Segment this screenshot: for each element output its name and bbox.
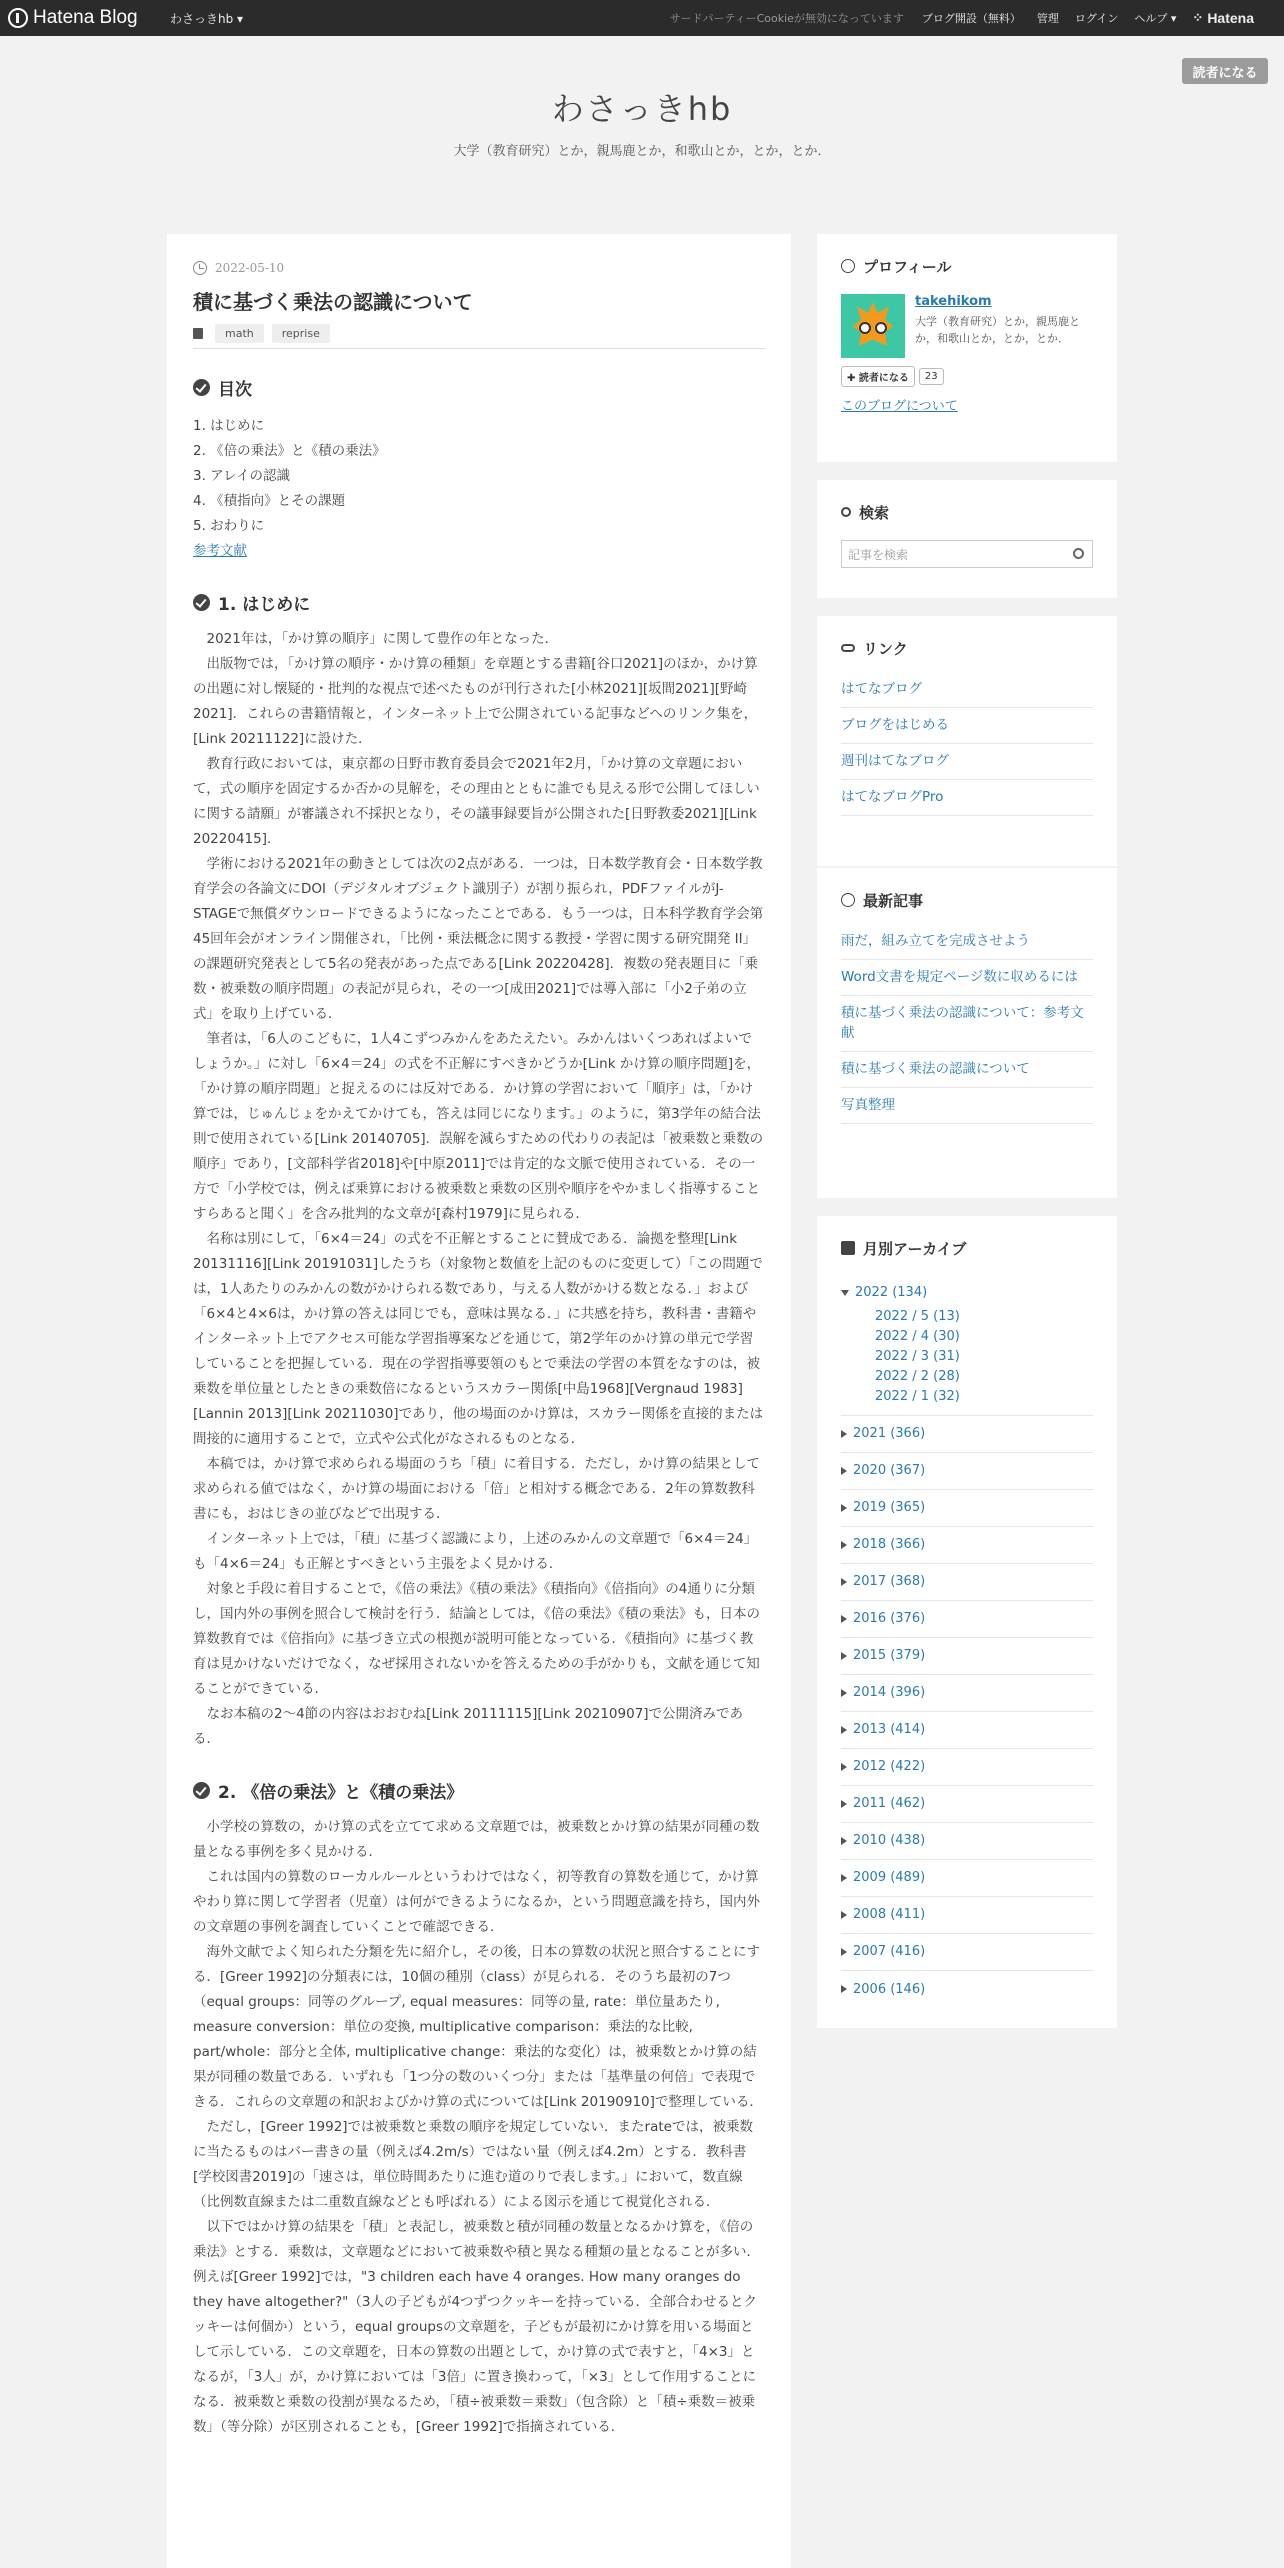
triangle-right-icon bbox=[841, 1763, 847, 1771]
triangle-right-icon bbox=[841, 1504, 847, 1512]
list-item[interactable]: 積に基づく乗法の認識について bbox=[841, 1052, 1093, 1088]
paragraph: ただし，[Greer 1992]では被乗数と乗数の順序を規定していない．またrateでは，被乗数に当たるものはバー書きの量（例えば4.2m/s）ではない量（例えば4.2m）とする．教科書[学校図書2019]の「速さは，単位時間あたりに進む道のりで表します。」において，数直線（比例数直線または二重数直線などとも呼ばれる）による図示を通じて視覚化される． bbox=[193, 2119, 753, 2210]
profile-info bbox=[915, 294, 1093, 358]
list-item[interactable]: はてなブログ bbox=[841, 672, 1093, 708]
hatena-text: Hatena bbox=[1207, 10, 1254, 26]
archive-year[interactable] bbox=[841, 1897, 1093, 1934]
archive-year[interactable] bbox=[841, 1675, 1093, 1712]
paragraph: 海外文献でよく知られた分類を先に紹介し，その後，日本の算数の状況と照合することにする．[Greer 1992]の分類表には，10個の種別（class）が見られる．そのうち最初の7つ（equal groups：同等のグループ, equal measures：同等の量, rate：単位量あたり, measure conversion：単位の変換, multiplicative comparison：乗法的な比較, part/whole：部分と全体, multiplicative change：乗法的な変化）は，被乗数とかけ算の結果が同種の数量である．いずれも「1つ分の数のいくつ分」または「基準量の何倍」で表現できる．これらの文章題の和訳およびかけ算の式については[Link 20190910]で整理している． bbox=[193, 1944, 763, 2110]
triangle-right-icon bbox=[841, 1430, 847, 1438]
triangle-right-icon bbox=[841, 1541, 847, 1549]
list-item[interactable]: Word文書を規定ページ数に収めるには bbox=[841, 960, 1093, 996]
archive-icon bbox=[841, 1241, 855, 1255]
toc-item[interactable]: 4. 《積指向》とその課題 bbox=[193, 493, 346, 509]
archive-year[interactable] bbox=[841, 1416, 1093, 1453]
header-right-menu bbox=[670, 0, 1284, 36]
entry-categories bbox=[193, 322, 765, 344]
subscribe-small-button[interactable]: ✚ 読者になる bbox=[841, 366, 915, 387]
archive-year[interactable] bbox=[841, 1971, 1093, 2008]
blog-description: 大学（教育研究）とか，親馬鹿とか，和歌山とか，とか，とか． bbox=[453, 144, 831, 159]
avatar-eye bbox=[875, 322, 887, 334]
module-heading-text: 月別アーカイブ bbox=[863, 1239, 967, 1258]
archive-year-label: 2020 (367) bbox=[853, 1463, 926, 1478]
archive-year[interactable] bbox=[841, 1860, 1093, 1897]
list-item[interactable]: 積に基づく乗法の認識について：参考文献 bbox=[841, 996, 1093, 1052]
archive-year[interactable] bbox=[841, 1564, 1093, 1601]
archive-year[interactable] bbox=[841, 1934, 1093, 1971]
archive-year-label: 2022 (134) bbox=[855, 1285, 928, 1300]
module-heading-text: リンク bbox=[863, 639, 908, 658]
entry-title[interactable]: 積に基づく乗法の認識について bbox=[193, 290, 473, 314]
cookie-notice[interactable]: サードパーティーCookieが無効になっています bbox=[669, 12, 904, 25]
section-body bbox=[193, 1815, 765, 2440]
check-circle-icon bbox=[193, 594, 210, 611]
divider bbox=[193, 348, 765, 349]
entry-date[interactable] bbox=[193, 260, 765, 276]
list-item[interactable]: 写真整理 bbox=[841, 1088, 1093, 1124]
archive-year[interactable] bbox=[841, 1823, 1093, 1860]
archive-year[interactable] bbox=[841, 1749, 1093, 1786]
search-module bbox=[817, 480, 1117, 598]
triangle-right-icon bbox=[841, 1800, 847, 1808]
toc-item[interactable]: 5. おわりに bbox=[193, 518, 265, 534]
module-heading-text: 最新記事 bbox=[863, 891, 924, 910]
paragraph: 以下ではかけ算の結果を「積」と表記し，被乗数と積が同種の数量となるかけ算を，《倍の乗法》とする．乗数は，文章題などにおいて被乗数や積と異なる種類の量となることが多い．例えば[Greer 1992]では，"3 children each have 4 oranges. How many oranges do they have altogether?"（3人の子どもが4つずつクッキーを持っている．全部合わせるとクッキーは何個か）という，equal groupsの文章題を，子どもが最初にかけ算を用いる場面として示している．この文章題を，日本の算数の出題として，かけ算の式で表すと，「4×3」となるが，「3人」が，かけ算においては「3倍」に置き換わって，「×3」として作用することになる．被乗数と乗数の役割が異なるため，「積÷被乗数＝乗数」（包含除）と「積÷乗数＝被乗数」（等分除）が区別されることも，[Greer 1992]で指摘されている． bbox=[193, 2219, 760, 2435]
section-heading bbox=[193, 1778, 765, 1803]
triangle-right-icon bbox=[841, 1689, 847, 1697]
triangle-right-icon bbox=[841, 1615, 847, 1623]
paragraph: なお本稿の2～4節の内容はおおむね[Link 20111115][Link 20210907]で公開済みである． bbox=[193, 1706, 744, 1747]
archive-year-label: 2007 (416) bbox=[853, 1944, 926, 1959]
section-heading bbox=[193, 590, 765, 615]
archive-year-label: 2008 (411) bbox=[853, 1907, 926, 1922]
links-list bbox=[841, 672, 1093, 816]
toc-item[interactable]: 2. 《倍の乗法》と《積の乗法》 bbox=[193, 443, 386, 459]
toc-heading-text: 目次 bbox=[218, 380, 252, 400]
toc-item[interactable]: 3. アレイの認識 bbox=[193, 468, 290, 484]
archive-months bbox=[841, 1307, 1093, 1416]
link-icon bbox=[841, 644, 855, 652]
entry-article bbox=[167, 234, 791, 2568]
archive-year-label: 2013 (414) bbox=[853, 1722, 926, 1737]
paragraph: 本稿では，かけ算で求められる場面のうち「積」に着目する．ただし，かけ算の結果として求められる値ではなく，かけ算の場面における「倍」と相対する概念である．2年の算数教科書にも，おはじきの並びなどで出現する． bbox=[193, 1456, 760, 1522]
category-tag[interactable]: reprise bbox=[272, 324, 330, 343]
triangle-down-icon bbox=[841, 1290, 849, 1296]
archive-year[interactable] bbox=[841, 1490, 1093, 1527]
search-submit-icon[interactable] bbox=[1073, 548, 1084, 559]
section-body bbox=[193, 627, 765, 1752]
search-input[interactable] bbox=[841, 540, 1093, 568]
archive-year-label: 2015 (379) bbox=[853, 1648, 926, 1663]
paragraph: 教育行政においては，東京都の日野市教育委員会で2021年2月，「かけ算の文章題において，式の順序を固定するか否かの見解を，その理由とともに誰でも見える形で公開してほしいに関する請願」が審議され不採択となり，その議事録要旨が公開された[日野教委2021][Link 20220415]． bbox=[193, 756, 760, 847]
folder-icon bbox=[193, 328, 203, 339]
section-heading-text: 2. 《倍の乗法》と《積の乗法》 bbox=[218, 1783, 464, 1803]
triangle-right-icon bbox=[841, 1911, 847, 1919]
history-icon bbox=[841, 893, 855, 907]
recent-entries-list bbox=[841, 924, 1093, 1124]
blog-title[interactable]: わさっきhb bbox=[551, 90, 733, 128]
blog-menu[interactable]: わさっきhb ▾ bbox=[170, 12, 244, 26]
archive-year[interactable] bbox=[841, 1601, 1093, 1638]
list-item[interactable]: 週刊はてなブログ bbox=[841, 744, 1093, 780]
paragraph: 2021年は，「かけ算の順序」に関して豊作の年となった． bbox=[206, 631, 559, 647]
archive-year[interactable] bbox=[841, 1712, 1093, 1749]
subscribe-button[interactable]: 読者になる bbox=[1182, 58, 1268, 84]
archive-month-link[interactable]: 2022 / 3 (31) bbox=[875, 1349, 960, 1364]
avatar[interactable] bbox=[841, 294, 905, 358]
global-header bbox=[0, 0, 1284, 36]
clock-icon bbox=[193, 261, 207, 275]
follow-row bbox=[841, 366, 1093, 387]
paragraph: 学術における2021年の動きとしては次の2点がある．一つは，日本数学教育会・日本数学教育学会の各論文にDOI（デジタルオブジェクト識別子）が割り振られ，PDFファイルがJ-STAGEで無償ダウンロードできるようになったことである．もう一つは，日本科学教育学会第45回年会がオンライン開催され，「比例・乗法概念に関する教授・学習に関する研究開発 II」の課題研究発表として5名の発表があった点である[Link 20220428]．複数の発表題目に「乗数・被乗数の順序問題」の表記が見られ，その一つ[成田2021]では導入部に「小2子弟の立式」を取り上げている． bbox=[193, 856, 764, 1022]
triangle-right-icon bbox=[841, 1726, 847, 1734]
help-menu[interactable]: ヘルプ ▾ bbox=[1134, 12, 1177, 25]
archive-year-label: 2019 (365) bbox=[853, 1500, 926, 1515]
module-heading bbox=[841, 256, 1093, 276]
archive-year-label: 2018 (366) bbox=[853, 1537, 926, 1552]
hatena-dots-icon: ⁘ bbox=[1192, 10, 1204, 25]
archive-year-label: 2014 (396) bbox=[853, 1685, 926, 1700]
hatena-logo-icon bbox=[8, 8, 28, 28]
admin-link[interactable]: 管理 bbox=[1036, 12, 1059, 25]
archive-year[interactable] bbox=[841, 1453, 1093, 1490]
search-placeholder: 記事を検索 bbox=[848, 547, 909, 562]
module-heading bbox=[841, 638, 1093, 658]
archive-list bbox=[841, 1270, 1093, 2008]
archive-year-label: 2009 (489) bbox=[853, 1870, 926, 1885]
list-item[interactable]: はてなブログPro bbox=[841, 780, 1093, 816]
profile-row bbox=[841, 294, 1093, 358]
archive-year-label: 2011 (462) bbox=[853, 1796, 926, 1811]
archive-year-label: 2016 (376) bbox=[853, 1611, 926, 1626]
archive-month-link[interactable]: 2022 / 1 (32) bbox=[875, 1389, 960, 1404]
login-link[interactable]: ログイン bbox=[1074, 12, 1119, 25]
archive-module bbox=[817, 1216, 1117, 2028]
search-icon bbox=[841, 507, 851, 517]
entry-date-text: 2022-05-10 bbox=[215, 261, 285, 275]
check-circle-icon bbox=[193, 379, 210, 396]
triangle-right-icon bbox=[841, 1874, 847, 1882]
hatena-logo[interactable] bbox=[1192, 10, 1270, 26]
module-heading bbox=[841, 890, 1093, 910]
table-of-contents bbox=[193, 414, 765, 564]
archive-year-label: 2012 (422) bbox=[853, 1759, 926, 1774]
archive-year[interactable] bbox=[841, 1638, 1093, 1675]
paragraph: 小学校の算数の，かけ算の式を立てて求める文章題では，被乗数とかけ算の結果が同種の数量となる事例を多く見かける． bbox=[193, 1819, 760, 1860]
recent-entries-module bbox=[817, 868, 1117, 1198]
hatena-blog-logo[interactable] bbox=[8, 6, 138, 30]
toc-references-link[interactable]: 参考文献 bbox=[193, 543, 247, 559]
toc-item[interactable]: 1. はじめに bbox=[193, 418, 265, 434]
list-item[interactable]: ブログをはじめる bbox=[841, 708, 1093, 744]
triangle-right-icon bbox=[841, 1985, 847, 1993]
paragraph: 名称は別にして，「6×4＝24」の式を不正解とすることに賛成である．論拠を整理[Link 20131116][Link 20191031]したうち（対象物と数値を上記のものに変更して）「この問題では，1人あたりのみかんの数がかけられる数であり，与える人数がかける数となる．」および「6×4と4×6は，かけ算の答えは同じでも，意味は異なる．」に共感を持ち，教科書・書籍やインターネット上でアクセス可能な学習指導案などを通じて，第2学年のかけ算の単元で学習していることを把握している．現在の学習指導要領のもとで乗法の学習の本質をなすのは，被乗数を単位量としたときの乗数倍になるというスカラー関係[中島1968][Vergnaud 1983][Lannin 2013][Link 20211030]であり，他の場面のかけ算は，スカラー関係を直接的または間接的に適用することで，立式や公式化がなされるものとなる． bbox=[193, 1231, 764, 1447]
triangle-right-icon bbox=[841, 1578, 847, 1586]
subscribe-small-label: 読者になる bbox=[858, 373, 909, 384]
profile-description: 大学（教育研究）とか，親馬鹿とか，和歌山とか，とか，とか． bbox=[915, 315, 1080, 345]
triangle-right-icon bbox=[841, 1652, 847, 1660]
smile-icon bbox=[841, 259, 855, 273]
module-heading-text: 検索 bbox=[859, 503, 890, 522]
archive-month-link[interactable]: 2022 / 4 (30) bbox=[875, 1329, 960, 1344]
archive-year[interactable] bbox=[841, 1527, 1093, 1564]
paragraph: 出版物では，「かけ算の順序・かけ算の種類」を章題とする書籍[谷口2021]のほか，かけ算の出題に対し懐疑的・批判的な視点で述べたものが刊行された[小林2021][坂間2021][野崎2021]．これらの書籍情報と，インターネット上で公開されている記事などへのリンク集を，[Link 20211122]に設けた． bbox=[193, 656, 758, 747]
module-heading bbox=[841, 502, 1093, 522]
paragraph: 筆者は，「6人のこどもに，1人4こずつみかんをあたえたい。みかんはいくつあればよいでしょうか。」に対し「6×4＝24」の式を不正解にすべきかどうか[Link かけ算の順序問題]を，「かけ算の順序問題」と捉えるのには反対である．かけ算の学習において「順序」は，「かけ算では，じゅんじょをかえてかけても，答えは同じになります。」のように，第3学年の結合法則で使用されている[Link 20140705]．誤解を減らすための代わりの表記は「被乗数と乗数の順序」であり，[文部科学省2018]や[中原2011]では肯定的な文脈で使用されている．その一方で「小学校では，例えば乗算における被乗数と乗数の区別や順序をやかましく指導することすらあると聞く」を含み批判的な文章が[森村1979]に見られる． bbox=[193, 1031, 764, 1222]
triangle-right-icon bbox=[841, 1948, 847, 1956]
toc-heading bbox=[193, 375, 765, 400]
archive-year-label: 2017 (368) bbox=[853, 1574, 926, 1589]
module-heading bbox=[841, 1238, 1093, 1258]
logo-text: Hatena Blog bbox=[33, 7, 138, 28]
section-heading-text: 1. はじめに bbox=[218, 595, 311, 615]
triangle-right-icon bbox=[841, 1837, 847, 1845]
archive-month-link[interactable]: 2022 / 5 (13) bbox=[875, 1309, 960, 1324]
open-blog-link[interactable]: ブログ開設（無料） bbox=[921, 12, 1021, 25]
archive-year-label: 2021 (366) bbox=[853, 1426, 926, 1441]
archive-year[interactable] bbox=[841, 1786, 1093, 1823]
module-heading-text: プロフィール bbox=[863, 257, 952, 276]
profile-name-link[interactable]: takehikom bbox=[915, 294, 992, 309]
triangle-right-icon bbox=[841, 1467, 847, 1475]
paragraph: これは国内の算数のローカルルールというわけではなく，初等教育の算数を通じて，かけ算やわり算に関して学習者（児童）は何ができるようになるか，という問題意識を持ち，国内外の文章題の事例を調査していくことで確認できる． bbox=[193, 1869, 760, 1935]
archive-year-label: 2010 (438) bbox=[853, 1833, 926, 1848]
check-circle-icon bbox=[193, 1782, 210, 1799]
archive-year-expanded[interactable] bbox=[841, 1270, 1093, 1307]
archive-year-label: 2006 (146) bbox=[853, 1981, 926, 1997]
links-module bbox=[817, 616, 1117, 866]
paragraph: インターネット上では，「積」に基づく認識により，上述のみかんの文章題で「6×4＝24」も「4×6＝24」も正解とすべきという主張をよく見かける． bbox=[193, 1531, 758, 1572]
paragraph: 対象と手段に着目することで，《倍の乗法》《積の乗法》《積指向》《倍指向》の4通りに分類し，国内外の事例を照合して検討を行う．結論としては，《倍の乗法》《積の乗法》も，日本の算数教育では《倍指向》に基づき立式の根拠が説明可能となっている．《積指向》に基づく教育は見かけないだけでなく，なぜ採用されないかを答えるための手がかりも，文献を通じて知ることができている． bbox=[193, 1581, 760, 1697]
about-blog-link[interactable]: このブログについて bbox=[841, 399, 958, 414]
profile-module bbox=[817, 234, 1117, 462]
category-tag[interactable]: math bbox=[215, 324, 264, 343]
list-item[interactable]: 雨だ，組み立てを完成させよう bbox=[841, 924, 1093, 960]
subscriber-count: 23 bbox=[919, 368, 944, 385]
avatar-eye bbox=[859, 322, 871, 334]
archive-month-link[interactable]: 2022 / 2 (28) bbox=[875, 1369, 960, 1384]
